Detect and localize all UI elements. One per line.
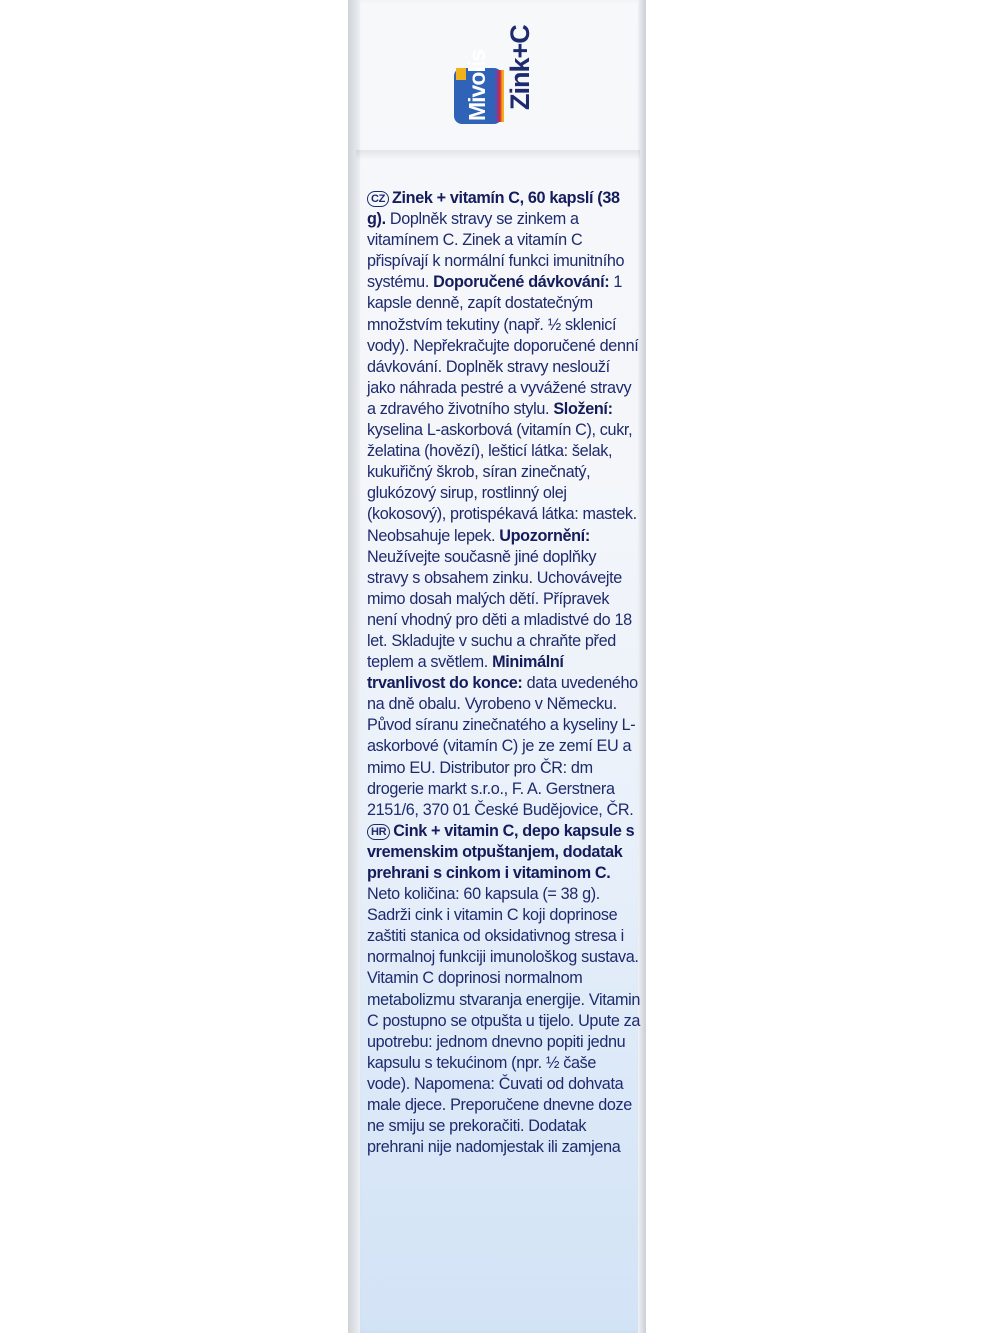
cz-warning-label: Upozornění: (499, 526, 590, 545)
brand-logo (454, 4, 544, 124)
cz-title: Zinek + vitamín C, 60 kapslí (38 g). (367, 189, 620, 229)
package-left-edge (348, 0, 360, 1333)
cz-shelf-label: Minimální trvanlivost do konce: (367, 653, 564, 693)
cz-dosage-label: Doporučené dávkování: (433, 273, 610, 292)
cz-composition-text: kyselina L-askorbová (vitamín C), cukr, želatina (hovězí), lešticí látka: šelak, kukuřičný škrob, síran zinečnatý, glukózový sirup, rostlinný olej (kokosový), protispékavá látka: mastek. Neobsahuje lepek. (367, 421, 637, 545)
hr-title: Cink + vitamin C, depo kapsule s vremenskim otpuštanjem, dodatak prehrani s cinkom i vitaminom C. (367, 821, 635, 882)
label-text (367, 188, 641, 1158)
package-fold-shadow (356, 150, 640, 160)
hr-country-badge: HR (367, 824, 390, 840)
logo-brand-text: Mivolis (464, 50, 490, 121)
hr-section (367, 821, 641, 1159)
logo-product-text: Zink+C (505, 25, 535, 110)
cz-shelf-text: data uvedeného na dně obalu. Vyrobeno v Německu. Původ síranu zinečnatého a kyseliny L-askorbové (vitamín C) je ze zemí EU a mimo EU. Distributor pro ČR: dm drogerie markt s.r.o., F. A. Gerstnera 2151/6, 370 01 České Budějovice, ČR. (367, 674, 638, 819)
cz-dosage-text: 1 kapsle denně, zapít dostatečným množstvím tekutiny (např. ½ sklenicí vody). Nepřekračujte doporučené denní dávkování. Doplněk stravy neslouží jako náhrada pestré a vyvážené stravy a zdravého životního stylu. (367, 273, 639, 418)
cz-country-badge: CZ (367, 191, 389, 207)
logo-stripe (494, 70, 504, 122)
cz-warning-text: Neužívejte současně jiné doplňky stravy s obsahem zinku. Uchovávejte mimo dosah malých dětí. Přípravek není vhodný pro děti a mladistvé do 18 let. Skladujte v suchu a chraňte před teplem a světlem. (367, 547, 632, 672)
hr-text: Neto količina: 60 kapsula (= 38 g). Sadrži cink i vitamin C koji doprinose zaštiti stanica od oksidativnog stresa i normalnoj funkciji imunološkog sustava. Vitamin C doprinosi normalnom metabolizmu stvaranja energije. Vitamin C postupno se otpušta u tijelo. Upute za upotrebu: jednom dnevno popiti jednu kapsulu s tekućinom (npr. ½ čaše vode). Napomena: Čuvati od dohvata male djece. Preporučene dnevne doze ne smiju se prekoračiti. Dodatak prehrani nije nadomjestak ili zamjena (367, 885, 641, 1157)
cz-intro: Doplněk stravy se zinkem a vitamínem C. Zinek a vitamín C přispívají k normální funkci imunitního systému. (367, 210, 625, 292)
cz-section (367, 188, 641, 821)
cz-composition-label: Složení: (553, 399, 613, 418)
